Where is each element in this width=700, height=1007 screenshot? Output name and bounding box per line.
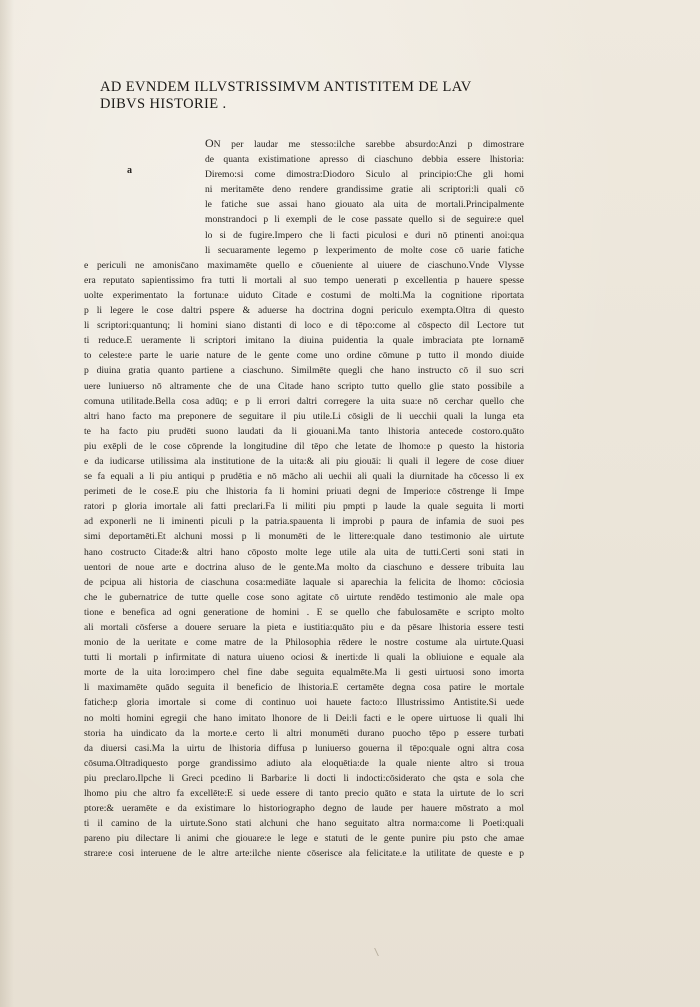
page-edge-shadow [0,0,14,1007]
text-line: tione e benefica ad ogni generatione de homini . E se quello che fabulosamēte e scripto molto [84,606,524,618]
text-line: piu exēpli de le cose cōprende la longitudine dil tēpo che letate de lhomo:e p questo la historia [84,440,524,452]
text-line: p diuina gratia quanto partiene a ciaschuno. Similmēte quegli che hano instructo cō il suo scri [84,365,524,377]
text-line: de pcipua ali historia de ciaschuna cosa:mediāte laquale si aparechia la felicita de lhomo: cōciosia [84,576,524,588]
text-line: ad exponerli ne li iminenti piculi p la patria.spauenta li improbi p paura de infamia de suoi pes [84,516,524,528]
text-line: morte de la uita loro:impero chel fine dabe seguita equalmēte.Ma li gesti uirtuosi sono imorta [84,667,524,679]
text-line: lo si de fugire.Impero che li facti piculosi e duri nō ptinenti anoi:qua [205,229,524,241]
text-line: hano costructo Citade:& altri hano cōposto molte lege utile ala uita de tutti.Certi soni stati in [84,546,524,558]
text-line: ni meritamēte deno rendere grandissime gratie ali scriptori:li quali cō [205,184,524,196]
text-line: e periculi ne amonisc̄ano maximamēte quello e cōueniente al uiuere de ciaschuno.Vnde Vlysse [84,259,524,271]
text-line: altri hano facto ma preponere de seguitare il piu utile.Li cōsigli de li uecchii quali la lunga eta [84,410,524,422]
text-line: lhomo piu che altro fa excellēte:E si uede essere di tanto precio quāto e stata la uirtute de lo scri [84,788,524,800]
page-mark [374,948,385,956]
text-line: era reputato sapientissimo fra tutti li mortali al suo tempo uenerati p excellentia p hauere spesse [84,274,524,286]
page-heading [100,79,540,113]
text-line: ratori p gloria imortale ali fatti preclari.Fa li militi piu pmpti p laude la quale seguita li morti [84,501,524,513]
heading-line-1: AD EVNDEM ILLVSTRISSIMVM ANTISTITEM DE LAV [100,79,472,95]
text-line: ti reduce.E ueramente li scriptori imitano la diuina puidentia la quale imbraciata pte lornamē [84,335,524,347]
text-line: uere luniuerso nō altramente che de una Citade hano scripto tutto quello glie stato possibile a [84,380,524,392]
text-line: simi deportamēti.Et alchuni mossi p li monumēti de le littere:quale dano testimonio ale uirtute [84,531,524,543]
text-line: le fatiche sue assai hano giouato ala uita de mortali.Principalmente [205,199,524,211]
text-line: monio de la ueritate e come matre de la Philosophia rēdere le nostre costume ala uirtute.Quasi [84,637,524,649]
text-line: li secuaramente legemo p lexperimento de molte cose cō uarie fatiche [205,244,524,256]
text-line: to celeste:e parte le uarie nature de le gente come uno ordine cōmune p tutto il mondo diuide [84,350,524,362]
text-line: ON per laudar me stesso:ilche sarebbe absurdo:Anzi p dimostrare [205,136,524,150]
text-line: uentori de noue arte e doctrina aluso de le gente.Ma molto da ciaschuno e dessere tribuita lau [84,561,524,573]
text-line: comuna utilitade.Bella cosa adūq; e p li errori daltri corregere la uita sua:e nō cerchar quello che [84,395,524,407]
text-line: pareno piu dilectare li animi che giouare:e le lege e statuti de le gente punire piu psto che amae [84,833,524,845]
text-line: ptore:& ueramēte e da existimare lo historiographo degno de laude per hauere mōstrato a mol [84,803,524,815]
text-line: te ha facto piu prudēti suono laudati da li giouani.Ma tanto lhistoria antecede costoro.quāto [84,425,524,437]
text-line: ti il camino de la uirtute.Sono stati alchuni che hano seguitato altra norma:come li Poeti:quali [84,818,524,830]
text-line: storia ha uindicato da la morte.e certo li altri monumēti durano puocho tēpo p essere turbati [84,727,524,739]
text-line: ali mortali cōsferse a douere seruare la pieta e iustitia:quāto piu e da pēsare lhistoria essere testi [84,622,524,633]
text-line: cōsuma.Oltradiquesto porge grandissimo adiuto ala eloquētia:de la quale niente altro si troua [84,757,524,769]
text-line: se fa equali a li piu antiqui p prudētia e nō mācho ali uechii ali quali la diurnitade ha cōcesso li ex [84,471,524,483]
text-line: fatiche:p gloria imortale si come di continuo uoi hauete facto:o Illustrissimo Antistite.Si uede [84,697,524,709]
text-line: de quanta existimatione apresso di ciaschuno debbia essere lhistoria: [205,154,524,166]
text-line: piu preclaro.Ilpche li Greci pcedino li Barbari:e li docti li indocti:cōsiderato che qsta e sola che [84,772,524,784]
text-line: strare:e cosi interuene de le altre arte:ilche niente cōserisce ala felicitate.e la utilitate de queste e p [84,848,524,860]
text-line: perimeti de le cose.E piu che lhistoria fa li homini priuati degni de Imperio:e cōstrenge li Impe [84,486,524,498]
text-line: p li legere le cose daltri pspere & aduerse ha doctrina dogni periculo exempta.Oltra di questo [84,305,524,317]
text-line: e da iudicarse utilissima ala institutione de la uita:& ali piu giouāi: li quali il legere de cose diuer [84,455,524,467]
text-line: no molti homini egregii che hano imitato lhonore de li Dei:li facti e le opere uirtuose li quali lhi [84,712,524,724]
body-text [84,136,524,862]
heading-line-2: DIBVS HISTORIE . [100,96,227,112]
text-line: li scriptori:quantunq; li homini siano distanti di loco e di tēpo:come al cōspecto dil Lectore tut [84,320,524,332]
text-line: monstrandoci p li exempli de le cose passate quello si de seguire:e quel [205,214,524,226]
text-line: da diuersi casi.Ma la uirtu de lhistoria diffusa p luniuerso gouerna il tēpo:quale ogni altra cosa [84,742,524,754]
text-line: che le gubernatrice de tutte quelle cose sono agitate cō uirtute rendēdo testimonio ale male opa [84,591,524,603]
margin-marker: a [127,165,132,176]
text-line: tutti li mortali p infirmitate di natura uiueno ociosi & inerti:de li quali la obliuione e equale ala [84,652,524,664]
text-line: uolte experimentato la fortuna:e uiduto Citade e costumi de molti.Ma la cognitione riportata [84,289,524,301]
text-line: li maximamēte quādo seguita il beneficio de lhistoria.E certamēte degna cosa patire le mortale [84,682,524,694]
text-line: Diremo:si come dimostra:Diodoro Siculo al principio:Che gli homi [205,169,524,181]
